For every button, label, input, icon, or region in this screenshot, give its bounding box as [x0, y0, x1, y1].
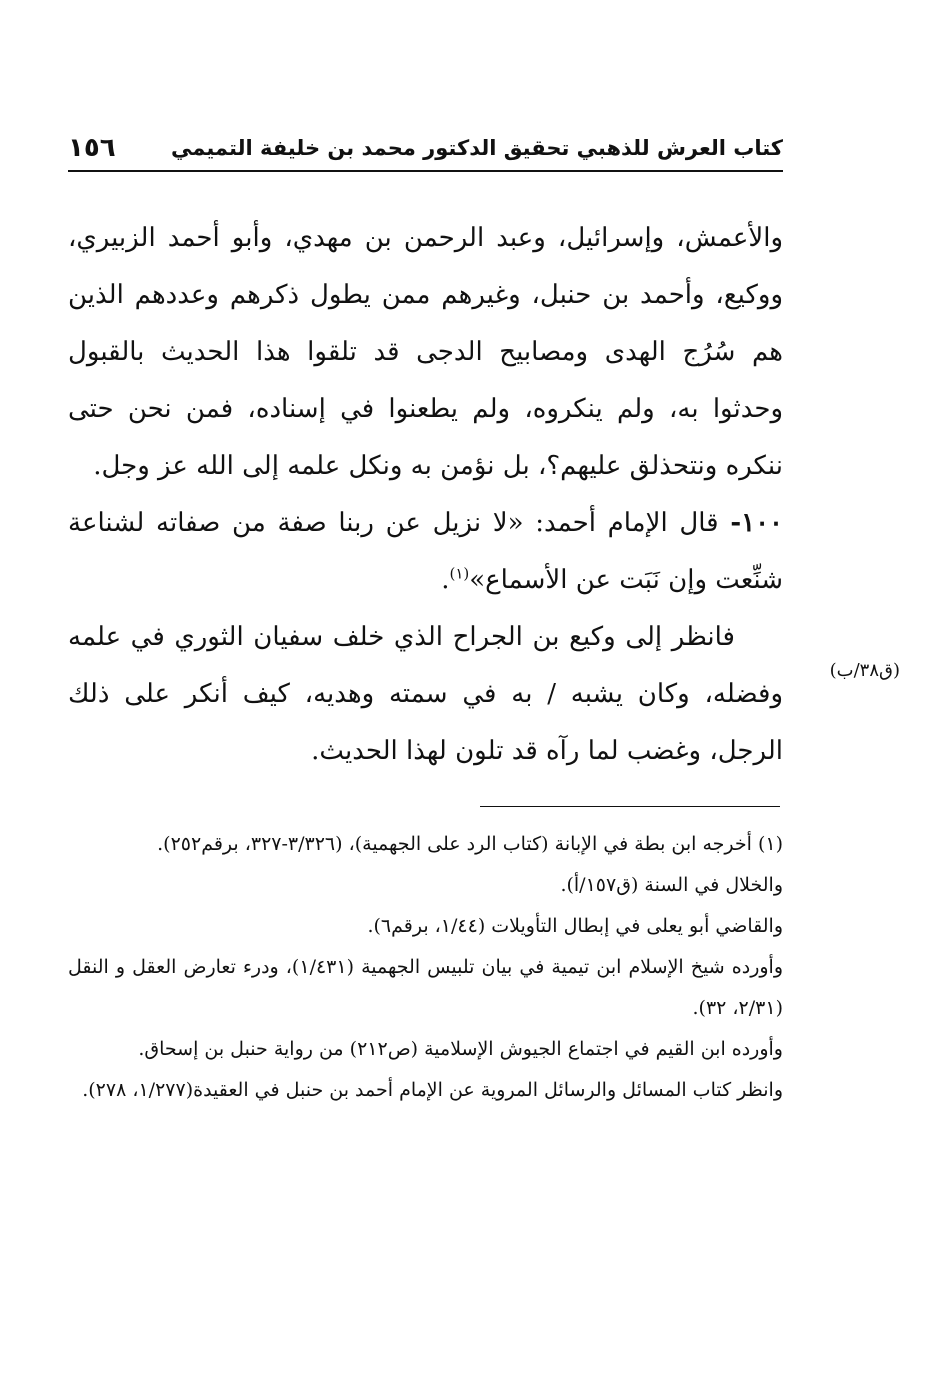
- item-number: ١٠٠-: [730, 508, 784, 538]
- footnote-line: وانظر كتاب المسائل والرسائل المروية عن الإمام أحمد بن حنبل في العقيدة(١/٢٧٧، ٢٧٨).: [82, 1079, 783, 1101]
- footnotes: [68, 824, 783, 1111]
- footnote-line: والقاضي أبو يعلى في إبطال التأويلات (١/٤٤، برقم٦).: [367, 915, 783, 937]
- footnote-line: (١) أخرجه ابن بطة في الإبانة (كتاب الرد على الجهمية)، (٣/٣٢٦-٣٢٧، برقم٢٥٢).: [157, 833, 783, 855]
- manuscript-folio-note: (ق٣٨/ب): [829, 660, 900, 681]
- footnote-line: وأورده ابن القيم في اجتماع الجيوش الإسلامية (ص٢١٢) من رواية حنبل بن إسحاق.: [138, 1038, 783, 1060]
- footnote-ref[interactable]: (١): [449, 564, 470, 583]
- quote-end: .: [441, 565, 450, 595]
- paragraph-2: [68, 495, 783, 609]
- main-text: [68, 210, 783, 780]
- header-divider: [68, 170, 783, 172]
- paragraph-1: والأعمش، وإسرائيل، وعبد الرحمن بن مهدي، وأبو أحمد الزبيري، ووكيع، وأحمد بن حنبل، وغيرهم ممن يطول ذكرهم وعددهم الذين هم سُرُج الهدى ومصابيح الدجى قد تلقوا هذا الحديث بالقبول وحدثوا به، ولم ينكروه، ولم يطعنوا في إسناده، فمن نحن حتى ننكره ونتحذلق عليهم؟، بل نؤمن به ونكل علمه إلى الله عز وجل.: [68, 223, 784, 481]
- footnote-line: والخلال في السنة (ق١٥٧/أ).: [560, 874, 783, 896]
- page-number: ١٥٦: [68, 133, 116, 163]
- footnote-line: وأورده شيخ الإسلام ابن تيمية في بيان تلبيس الجهمية (١/٤٣١)، ودرء تعارض العقل و النقل (٢/٣١، ٣٢).: [68, 956, 783, 1019]
- footnote-divider: [480, 806, 780, 807]
- page-header: [68, 128, 783, 168]
- book-title: كتاب العرش للذهبي تحقيق الدكتور محمد بن خليفة التميمي: [171, 136, 783, 160]
- paragraph-3: فانظر إلى وكيع بن الجراح الذي خلف سفيان الثوري في علمه وفضله، وكان يشبه / به في سمته وهديه، كيف أنكر على ذلك الرجل، وغضب لما رآه قد تلون لهذا الحديث.: [68, 622, 783, 766]
- quote-text: قال الإمام أحمد: «لا نزيل عن ربنا صفة من صفاته لشناعة شنِّعت وإن نَبَت عن الأسماع»: [68, 508, 783, 595]
